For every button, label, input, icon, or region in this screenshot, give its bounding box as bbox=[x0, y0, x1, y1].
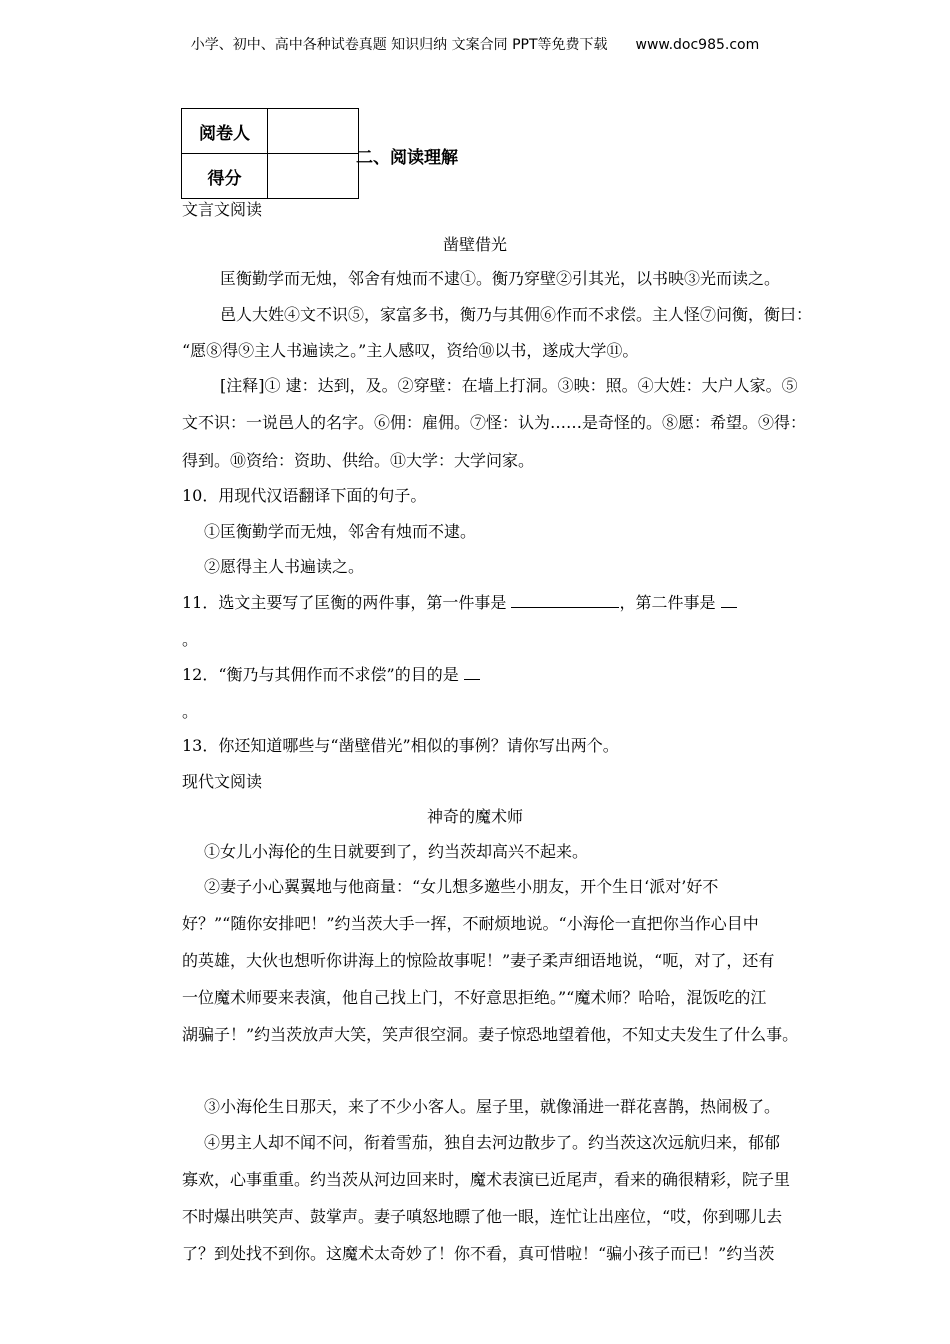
modern-title: 神奇的魔术师 bbox=[426, 807, 523, 826]
score-label: 得分 bbox=[182, 154, 268, 199]
classical-paragraph-2-cont: “愿⑧得⑨主人书遍读之。”主人感叹，资给⑩以书，遂成大学⑪。 bbox=[182, 341, 639, 360]
question-12: 12．“衡乃与其佣作而不求偿”的目的是 bbox=[182, 665, 480, 685]
modern-paragraph-3: ③小海伦生日那天，来了不少小客人。屋子里，就像涌进一群花喜鹊，热闹极了。 bbox=[204, 1097, 781, 1116]
modern-paragraph-4-cont: 不时爆出哄笑声、鼓掌声。妻子嗔怒地瞟了他一眼，连忙让出座位，“哎，你到哪儿去 bbox=[182, 1207, 783, 1226]
classical-label: 文言文阅读 bbox=[182, 200, 263, 219]
modern-paragraph-4-cont: 了？到处找不到你。这魔术太奇妙了！你不看，真可惜啦！“骗小孩子而已！”约当茨 bbox=[182, 1244, 775, 1263]
modern-paragraph-2-cont: 湖骗子！”约当茨放声大笑，笑声很空洞。妻子惊恐地望着他，不知丈夫发生了什么事。 bbox=[182, 1025, 799, 1044]
section-title: 二、阅读理解 bbox=[356, 148, 458, 168]
modern-paragraph-2-cont: 的英雄，大伙也想听你讲海上的惊险故事呢！”妻子柔声细语地说，“呃，对了，还有 bbox=[182, 951, 775, 970]
classical-paragraph-1: 匡衡勤学而无烛，邻舍有烛而不逮①。衡乃穿壁②引其光，以书映③光而读之。 bbox=[220, 269, 781, 288]
question-12-end: 。 bbox=[182, 702, 199, 721]
modern-paragraph-2: ②妻子小心翼翼地与他商量：“女儿想多邀些小朋友，开个生日‘派对’好不 bbox=[204, 877, 719, 896]
classical-notes-cont: 得到。⑩资给：资助、供给。⑪大学：大学问家。 bbox=[182, 451, 535, 470]
classical-notes-cont: 文不识：一说邑人的名字。⑥佣：雇佣。⑦怪：认为……是奇怪的。⑧愿：希望。⑨得： bbox=[182, 413, 807, 432]
modern-paragraph-4-cont: 寡欢，心事重重。约当茨从河边回来时，魔术表演已近尾声，看来的确很精彩，院子里 bbox=[182, 1170, 791, 1189]
answer-blank-12[interactable] bbox=[464, 665, 480, 680]
modern-paragraph-2-cont: 好？”“随你安排吧！”约当茨大手一挥，不耐烦地说。“小海伦一直把你当作心目中 bbox=[182, 914, 759, 933]
question-10: 10．用现代汉语翻译下面的句子。 bbox=[182, 486, 427, 505]
modern-paragraph-1: ①女儿小海伦的生日就要到了，约当茨却高兴不起来。 bbox=[204, 842, 589, 861]
question-10-item-1: ①匡衡勤学而无烛，邻舍有烛而不逮。 bbox=[204, 522, 477, 541]
classical-paragraph-2: 邑人大姓④文不识⑤，家富多书，衡乃与其佣⑥作而不求偿。主人怪⑦问衡，衡曰： bbox=[220, 305, 813, 324]
modern-paragraph-2-cont: 一位魔术师要来表演，他自己找上门，不好意思拒绝。”“魔术师？哈哈，混饭吃的江 bbox=[182, 988, 767, 1007]
question-13: 13．你还知道哪些与“凿壁借光”相似的事例？请你写出两个。 bbox=[182, 736, 619, 755]
modern-label: 现代文阅读 bbox=[182, 772, 263, 791]
classical-notes: [注释]① 逮：达到，及。②穿壁：在墙上打洞。③映：照。④大姓：大户人家。⑤ bbox=[220, 376, 798, 395]
reader-field[interactable] bbox=[268, 109, 359, 154]
question-11: 11．选文主要写了匡衡的两件事，第一件事是 ，第二件事是 bbox=[182, 593, 737, 613]
answer-blank-11a[interactable] bbox=[511, 593, 619, 608]
score-table bbox=[181, 108, 359, 199]
question-10-item-2: ②愿得主人书遍读之。 bbox=[204, 557, 365, 576]
header-text: 小学、初中、高中各种试卷真题 知识归纳 文案合同 PPT等免费下载 bbox=[190, 37, 608, 53]
modern-paragraph-4: ④男主人却不闻不问，衔着雪茄，独自去河边散步了。约当茨这次远航归来，郁郁 bbox=[204, 1133, 781, 1152]
header-url[interactable]: www.doc985.com bbox=[635, 37, 760, 53]
classical-title: 凿壁借光 bbox=[442, 235, 507, 254]
score-field[interactable] bbox=[268, 154, 359, 199]
answer-blank-11b[interactable] bbox=[721, 593, 737, 608]
reader-label: 阅卷人 bbox=[182, 109, 268, 154]
page-header bbox=[0, 34, 950, 54]
question-11-end: 。 bbox=[182, 630, 199, 649]
